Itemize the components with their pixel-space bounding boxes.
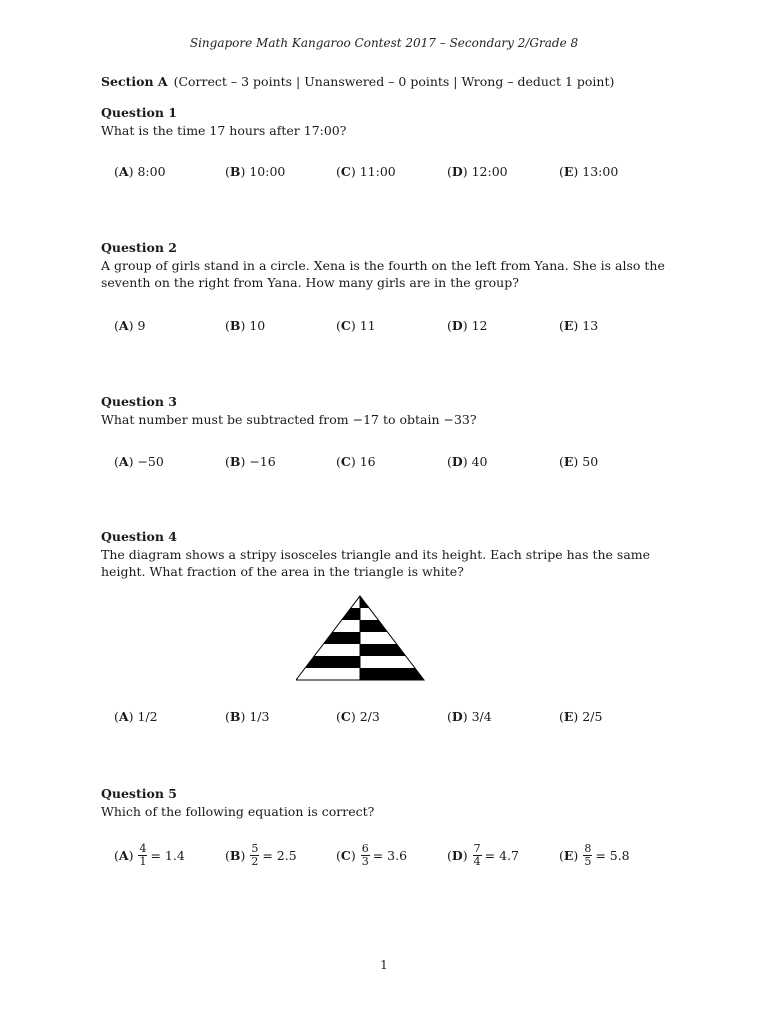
question-4-choice-d[interactable]: ( D ) 3/4 [447, 708, 492, 724]
question-2-text: A group of girls stand in a circle. Xena is the fourth on the left from Yana. She is also the seventh on the right from Yana. How many girls are in the group? [101, 258, 665, 290]
question-1-title: Question 1 [101, 105, 177, 120]
choice-letter: D [451, 317, 463, 333]
choice-letter: E [563, 453, 574, 469]
choice-letter: A [118, 317, 129, 333]
question-5-choice-a[interactable]: (A) $\frac{4}{1}$ = 1.4 [114, 841, 185, 868]
choice-letter: A [118, 163, 129, 179]
choice-text: 40 [471, 453, 488, 469]
numerator: 7 [473, 841, 481, 855]
question-2-choice-b[interactable]: ( B ) 10 [225, 317, 266, 333]
question-2-choices [114, 310, 674, 340]
choice-text: 11:00 [359, 163, 396, 179]
choice-text: −16 [249, 453, 276, 469]
question-5-choices [114, 840, 674, 870]
choice-text: 16 [359, 453, 376, 469]
choice-letter: C [340, 317, 351, 333]
choice-letter: D [451, 163, 463, 179]
denominator: 5 [584, 854, 592, 868]
choice-letter: C [340, 163, 351, 179]
question-3-choices [114, 446, 674, 476]
fraction [583, 843, 592, 868]
page-number: 1 [380, 958, 388, 972]
choice-letter: E [563, 708, 574, 724]
stripy-triangle-diagram [296, 594, 426, 686]
choice-letter: C [340, 453, 351, 469]
choice-text: 1/2 [137, 708, 158, 724]
choice-letter: A [118, 453, 129, 469]
section-title: Section A [101, 74, 168, 89]
question-1-choice-d[interactable]: ( D ) 12:00 [447, 163, 508, 179]
numerator: 5 [251, 841, 259, 855]
choice-text: 9 [137, 317, 146, 333]
choice-text: 3/4 [471, 708, 492, 724]
choice-text: 11 [359, 317, 376, 333]
choice-letter: A [118, 847, 129, 863]
choice-letter: D [451, 847, 463, 863]
question-5-title: Question 5 [101, 786, 177, 801]
question-1-text: What is the time 17 hours after 17:00? [101, 123, 347, 138]
question-4-choice-c[interactable]: ( C ) 2/3 [336, 708, 380, 724]
denominator: 4 [473, 854, 481, 868]
choice-letter: E [563, 317, 574, 333]
question-3-choice-e[interactable]: ( E ) 50 [559, 453, 599, 469]
choice-letter: B [229, 317, 241, 333]
question-4-title: Question 4 [101, 529, 177, 544]
choice-letter: B [229, 708, 241, 724]
equation-rhs: = 1.4 [150, 847, 185, 863]
section-scoring: (Correct – 3 points | Unanswered – 0 points | Wrong – deduct 1 point) [173, 74, 615, 89]
question-1-choices [114, 156, 674, 186]
numerator: 6 [361, 841, 369, 855]
question-5-choice-d[interactable]: (D) $\frac{7}{4}$ = 4.7 [447, 841, 519, 868]
choice-letter: B [229, 163, 241, 179]
choice-letter: B [229, 453, 241, 469]
question-4-choice-e[interactable]: ( E ) 2/5 [559, 708, 603, 724]
question-1-choice-e[interactable]: ( E ) 13:00 [559, 163, 619, 179]
question-3-choice-d[interactable]: ( D ) 40 [447, 453, 488, 469]
denominator: 3 [361, 854, 369, 868]
equation-rhs: = 4.7 [484, 847, 519, 863]
choice-letter: D [451, 453, 463, 469]
stripy-triangle-svg [296, 594, 426, 682]
choice-text: 8:00 [137, 163, 166, 179]
question-3-text: What number must be subtracted from −17 to obtain −33? [101, 412, 477, 427]
fraction [138, 843, 147, 868]
question-4-choice-b[interactable]: ( B ) 1/3 [225, 708, 270, 724]
numerator: 4 [139, 841, 147, 855]
choice-letter: D [451, 708, 463, 724]
choice-letter: E [563, 847, 574, 863]
equation-rhs: = 3.6 [372, 847, 408, 863]
denominator: 1 [139, 854, 147, 868]
choice-letter: C [340, 847, 351, 863]
question-1-choice-a[interactable]: ( A ) 8:00 [114, 163, 166, 179]
choice-text: 2/3 [359, 708, 380, 724]
question-3-choice-c[interactable]: ( C ) 16 [336, 453, 376, 469]
question-2-choice-c[interactable]: ( C ) 11 [336, 317, 376, 333]
question-4-choices [114, 701, 674, 731]
question-2-choice-d[interactable]: ( D ) 12 [447, 317, 488, 333]
question-5-choice-b[interactable]: (B) $\frac{5}{2}$ = 2.5 [225, 841, 297, 868]
page-header: Singapore Math Kangaroo Contest 2017 – Secondary 2/Grade 8 [189, 36, 579, 50]
choice-text: 1/3 [249, 708, 270, 724]
question-5-choice-e[interactable]: (E) $\frac{8}{5}$ = 5.8 [559, 841, 630, 868]
choice-letter: C [340, 708, 351, 724]
choice-text: 10:00 [249, 163, 286, 179]
question-2-title: Question 2 [101, 240, 177, 255]
question-3-choice-a[interactable]: ( A ) −50 [114, 453, 164, 469]
fraction [473, 843, 482, 868]
choice-letter: E [563, 163, 574, 179]
question-5-text: Which of the following equation is correct? [101, 804, 375, 819]
choice-text: 12:00 [471, 163, 508, 179]
numerator: 8 [584, 841, 592, 855]
question-5-choice-c[interactable]: (C) $\frac{6}{3}$ = 3.6 [336, 841, 408, 868]
question-1-choice-b[interactable]: ( B ) 10:00 [225, 163, 286, 179]
choice-text: 10 [249, 317, 266, 333]
choice-text: 2/5 [582, 708, 603, 724]
fraction [250, 843, 259, 868]
question-4-text: The diagram shows a stripy isosceles triangle and its height. Each stripe has the same height. What fraction of the area in the triangle is white? [101, 547, 651, 579]
denominator: 2 [251, 854, 259, 868]
question-1-choice-c[interactable]: ( C ) 11:00 [336, 163, 396, 179]
choice-letter: B [229, 847, 241, 863]
choice-text: 13:00 [582, 163, 619, 179]
choice-text: 12 [471, 317, 488, 333]
choice-letter: A [118, 708, 129, 724]
choice-text: 50 [582, 453, 599, 469]
question-4-choice-a[interactable]: ( A ) 1/2 [114, 708, 158, 724]
question-2-choice-a[interactable]: ( A ) 9 [114, 317, 146, 333]
choice-text: 13 [582, 317, 599, 333]
equation-rhs: = 2.5 [262, 847, 297, 863]
question-2-choice-e[interactable]: ( E ) 13 [559, 317, 599, 333]
question-3-choice-b[interactable]: ( B ) −16 [225, 453, 276, 469]
section-heading [101, 74, 614, 89]
equation-rhs: = 5.8 [595, 847, 630, 863]
question-3-title: Question 3 [101, 394, 177, 409]
choice-text: −50 [137, 453, 164, 469]
fraction [361, 843, 370, 868]
